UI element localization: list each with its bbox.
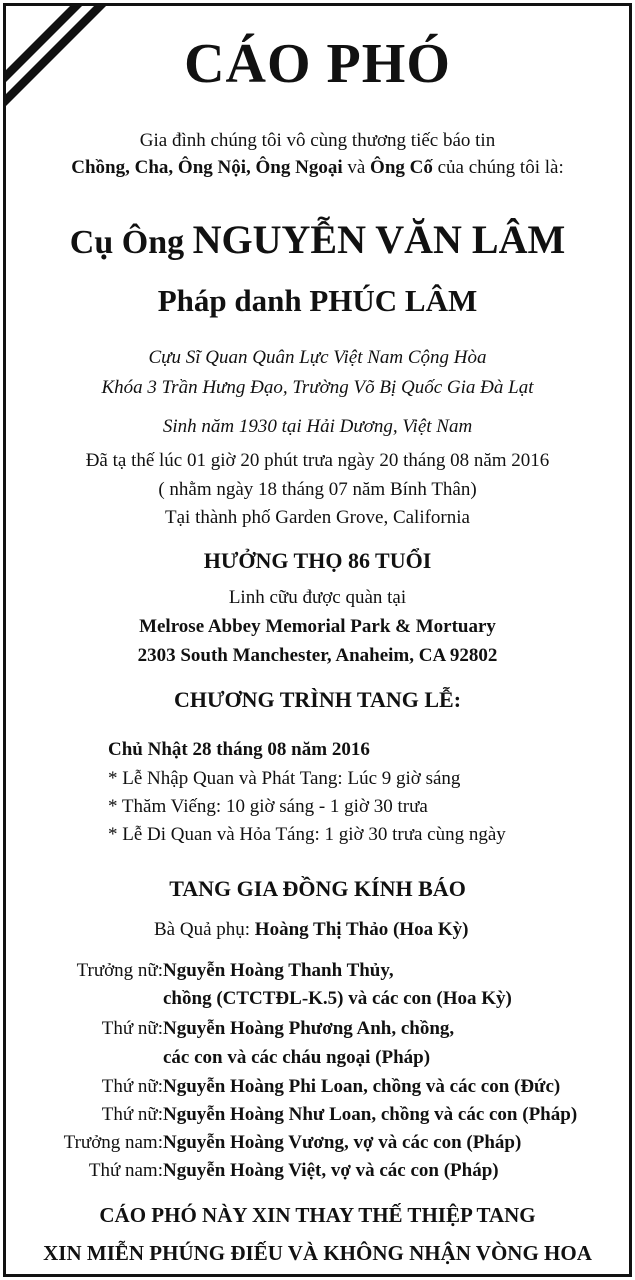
member-label: Trưởng nam: [63,1132,163,1153]
member-value: Nguyễn Hoàng Phi Loan, chồng và các con (Đức) [163,1076,561,1097]
family-member-row [6,1077,560,1096]
page-title: CÁO PHÓ [184,33,451,95]
footer-line-2: XIN MIỄN PHÚNG ĐIẾU VÀ KHÔNG NHẬN VÒNG HOA [43,1241,592,1265]
dharma-name: Pháp danh PHÚC LÂM [157,283,478,318]
obituary-notice [3,3,632,1277]
member-label: Thứ nữ: [101,1076,163,1097]
member-label: Thứ nữ: [101,1104,163,1125]
relationship-and: và [342,157,371,178]
member-label: Trưởng nữ: [76,960,163,981]
passing-info: Đã tạ thế lúc 01 giờ 20 phút trưa ngày 20 tháng 08 năm 2016 [85,450,550,471]
family-member-row [6,1105,577,1124]
relationship-tail: của chúng tôi là: [432,157,564,178]
intro-line: Gia đình chúng tôi vô cùng thương tiếc báo tin [139,130,496,151]
deceased-name: NGUYỄN VĂN LÂM [192,217,566,262]
deceased-prefix: Cụ Ông [69,224,193,261]
member-value: Nguyễn Hoàng Như Loan, chồng và các con (Pháp) [163,1104,578,1125]
age-heading: HƯỞNG THỌ 86 TUỔI [203,548,432,573]
relationship-titles: Chồng, Cha, Ông Nội, Ông Ngoại [71,157,343,178]
member-value: Nguyễn Hoàng Phương Anh, chồng, [163,1018,455,1039]
member-continuation: các con và các cháu ngoại (Pháp) [163,1047,431,1068]
program-item: * Lễ Nhập Quan và Phát Tang: Lúc 9 giờ sáng [108,768,461,789]
family-member-continuation [163,989,512,1008]
member-value: Nguyễn Hoàng Việt, vợ và các con (Pháp) [163,1160,499,1181]
member-value: Nguyễn Hoàng Thanh Thủy, [163,960,394,981]
widow-name: Hoàng Thị Thảo (Hoa Kỳ) [254,919,469,940]
program-item: * Lễ Di Quan và Hỏa Táng: 1 giờ 30 trưa cùng ngày [108,824,506,845]
deceased-name-line [6,217,629,262]
relationship-title-great: Ông Cố [370,157,433,178]
birth-info: Sinh năm 1930 tại Hải Dương, Việt Nam [162,416,473,437]
family-member-row [6,1019,454,1038]
member-label: Thứ nam: [88,1160,163,1181]
family-member-row [6,1161,499,1180]
passing-place: Tại thành phố Garden Grove, California [165,507,470,528]
member-value: Nguyễn Hoàng Vương, vợ và các con (Pháp) [163,1132,522,1153]
member-continuation: chồng (CTCTĐL-K.5) và các con (Hoa Kỳ) [163,988,512,1009]
widow-row [154,920,468,939]
service-line-1: Cựu Sĩ Quan Quân Lực Việt Nam Cộng Hòa [148,347,487,368]
family-member-continuation [163,1048,430,1067]
family-member-row [6,1133,521,1152]
repose-venue: Melrose Abbey Memorial Park & Mortuary [139,616,496,637]
widow-label: Bà Quả phụ: [154,919,255,940]
program-item: * Thăm Viếng: 10 giờ sáng - 1 giờ 30 trưa [108,796,428,817]
repose-address: 2303 South Manchester, Anaheim, CA 92802 [137,645,498,666]
repose-label: Linh cữu được quàn tại [228,587,407,608]
relationship-line [6,158,629,177]
family-heading: TANG GIA ĐỒNG KÍNH BÁO [169,876,466,901]
member-label: Thứ nữ: [101,1018,163,1039]
service-line-2: Khóa 3 Trần Hưng Đạo, Trường Võ Bị Quốc Gia Đà Lạt [101,377,534,398]
footer-line-1: CÁO PHÓ NÀY XIN THAY THẾ THIỆP TANG [99,1203,536,1227]
program-heading: CHƯƠNG TRÌNH TANG LỄ: [173,687,462,712]
lunar-date: ( nhằm ngày 18 tháng 07 năm Bính Thân) [158,479,477,500]
family-member-row [6,961,394,980]
program-date: Chủ Nhật 28 tháng 08 năm 2016 [108,739,370,760]
